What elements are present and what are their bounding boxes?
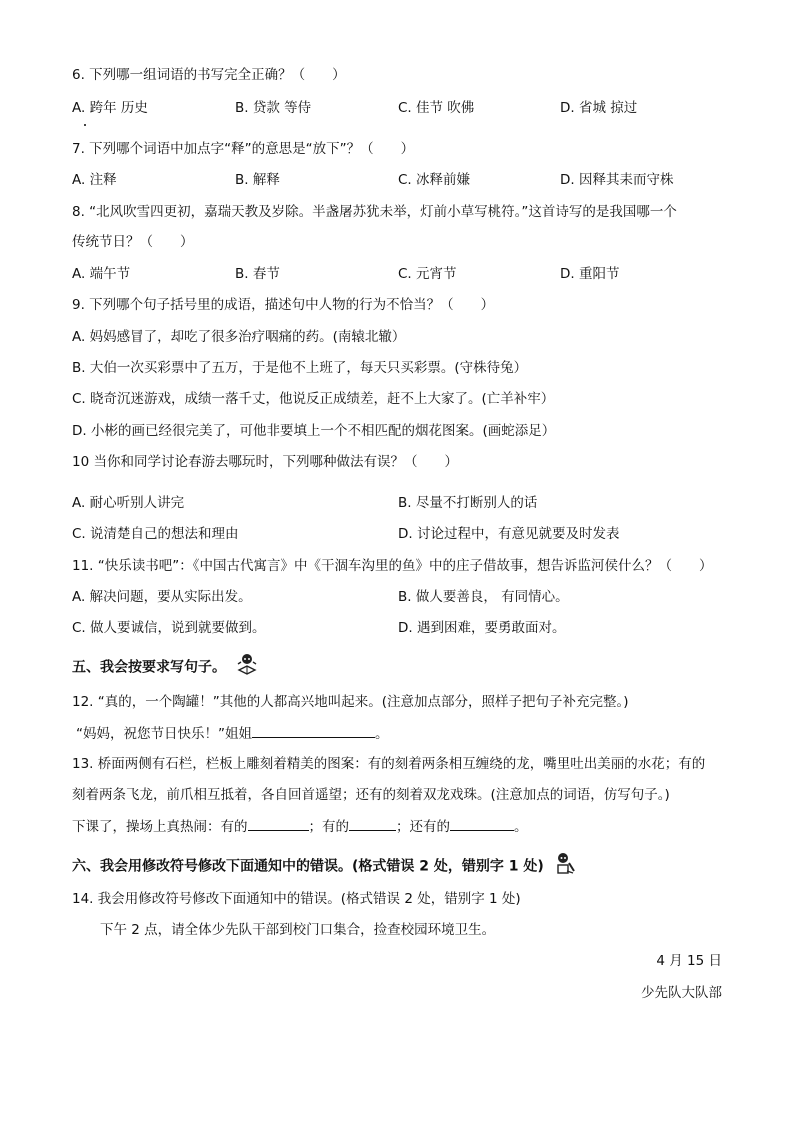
option-b: B. 解释 (235, 172, 280, 188)
question-12-line1: 12. “真的，一个陶罐！”其他的人都高兴地叫起来。(注意加点部分，照样子把句子补充完整。) (72, 694, 629, 710)
option-c: C. 说清楚自己的想法和理由 (72, 526, 239, 542)
question-6-stem: 6. 下列哪一组词语的书写完全正确？（ ） (72, 67, 346, 83)
question-12-prefix: “妈妈，祝您节日快乐！”姐姐 (76, 726, 252, 742)
option-b: B. 春节 (235, 266, 280, 282)
student-reading-icon (235, 652, 259, 683)
question-7-options (72, 170, 732, 190)
question-13-text-a: 下课了，操场上真热闹：有的 (72, 819, 248, 835)
question-10-options-row2 (72, 524, 732, 544)
option-a: A. 端午节 (72, 266, 131, 282)
option-b: B. 做人要善良， 有同情心。 (398, 589, 569, 605)
answer-blank[interactable] (450, 816, 514, 831)
question-14-stem: 14. 我会用修改符号修改下面通知中的错误。(格式错误 2 处，错别字 1 处) (72, 891, 521, 907)
answer-blank[interactable] (252, 723, 375, 738)
question-9-option-a: A. 妈妈感冒了，却吃了很多治疗咽痛的药。(南辕北辙） (72, 329, 406, 345)
question-10-stem: 10 当你和同学讨论春游去哪玩时，下列哪种做法有误？（ ） (72, 454, 458, 470)
question-9-option-d: D. 小彬的画已经很完美了，可他非要填上一个不相匹配的烟花图案。(画蛇添足） (72, 423, 556, 439)
question-12-line2 (76, 723, 389, 744)
option-c: C. 元宵节 (398, 266, 457, 282)
notice-signature: 少先队大队部 (641, 985, 722, 1001)
option-a: A. 跨年 历史 (72, 100, 148, 116)
question-13-line3 (72, 816, 528, 837)
question-11-options-row2 (72, 618, 732, 638)
option-b: B. 贷款 等侍 (235, 100, 312, 116)
option-c: C. 做人要诚信，说到就要做到。 (72, 620, 266, 636)
question-10-options-row1 (72, 493, 732, 513)
option-a: A. 注释 (72, 172, 117, 188)
question-11-options-row1 (72, 587, 732, 607)
question-8-options (72, 264, 732, 284)
question-8-stem-line2: 传统节日？（ ） (72, 234, 194, 250)
option-d: D. 重阳节 (560, 266, 620, 282)
option-a: A. 耐心听别人讲完 (72, 495, 185, 511)
stray-mark (84, 124, 86, 126)
question-13-line1: 13. 桥面两侧有石栏，栏板上雕刻着精美的图案：有的刻着两条相互缠绕的龙，嘴里吐出美丽的水花；有的 (72, 756, 706, 772)
student-writing-icon (553, 851, 577, 882)
question-9-option-c: C. 晓奇沉迷游戏，成绩一落千丈，他说反正成绩差，赶不上大家了。(亡羊补牢） (72, 391, 555, 407)
notice-date: 4 月 15 日 (656, 953, 722, 969)
option-d: D. 省城 掠过 (560, 100, 638, 116)
notice-body: 下午 2 点，请全体少先队干部到校门口集合，捡查校园环境卫生。 (100, 922, 496, 938)
question-13-text-c: ；还有的 (396, 819, 450, 835)
question-11-stem: 11. “快乐读书吧”：《中国古代寓言》中《干涸车沟里的鱼》中的庄子借故事，想告诉监河侯什么？（ ） (72, 558, 713, 574)
section-6-heading (72, 851, 577, 882)
option-c: C. 佳节 吹佛 (398, 100, 475, 116)
question-13-line2: 刻着两条飞龙，前爪相互抵着，各自回首遥望；还有的刻着双龙戏珠。(注意加点的词语，仿写句子。) (72, 787, 670, 803)
question-8-stem-line1: 8. “北风吹雪四更初，嘉瑞天教及岁除。半盏屠苏犹未举，灯前小草写桃符。”这首诗写的是我国哪一个 (72, 204, 677, 220)
option-d: D. 因释其耒而守株 (560, 172, 674, 188)
answer-blank[interactable] (349, 816, 396, 831)
question-13-text-b: ；有的 (308, 819, 349, 835)
option-b: B. 尽量不打断别人的话 (398, 495, 538, 511)
option-d: D. 遇到困难，要勇敢面对。 (398, 620, 566, 636)
question-9-stem: 9. 下列哪个句子括号里的成语，描述句中人物的行为不恰当？（ ） (72, 297, 495, 313)
option-d: D. 讨论过程中，有意见就要及时发表 (398, 526, 620, 542)
section-5-title: 五、我会按要求写句子。 (72, 659, 226, 676)
question-12-suffix: 。 (375, 726, 389, 742)
question-6-options (72, 98, 732, 118)
question-13-text-d: 。 (514, 819, 528, 835)
section-6-title: 六、我会用修改符号修改下面通知中的错误。(格式错误 2 处，错别字 1 处) (72, 858, 544, 875)
answer-blank[interactable] (248, 816, 309, 831)
question-9-option-b: B. 大伯一次买彩票中了五万，于是他不上班了，每天只买彩票。(守株待兔） (72, 360, 528, 376)
option-c: C. 冰释前嫌 (398, 172, 471, 188)
section-5-heading (72, 652, 259, 683)
question-7-stem: 7. 下列哪个词语中加点字“释”的意思是“放下”？（ ） (72, 141, 415, 157)
option-a: A. 解决问题，要从实际出发。 (72, 589, 252, 605)
